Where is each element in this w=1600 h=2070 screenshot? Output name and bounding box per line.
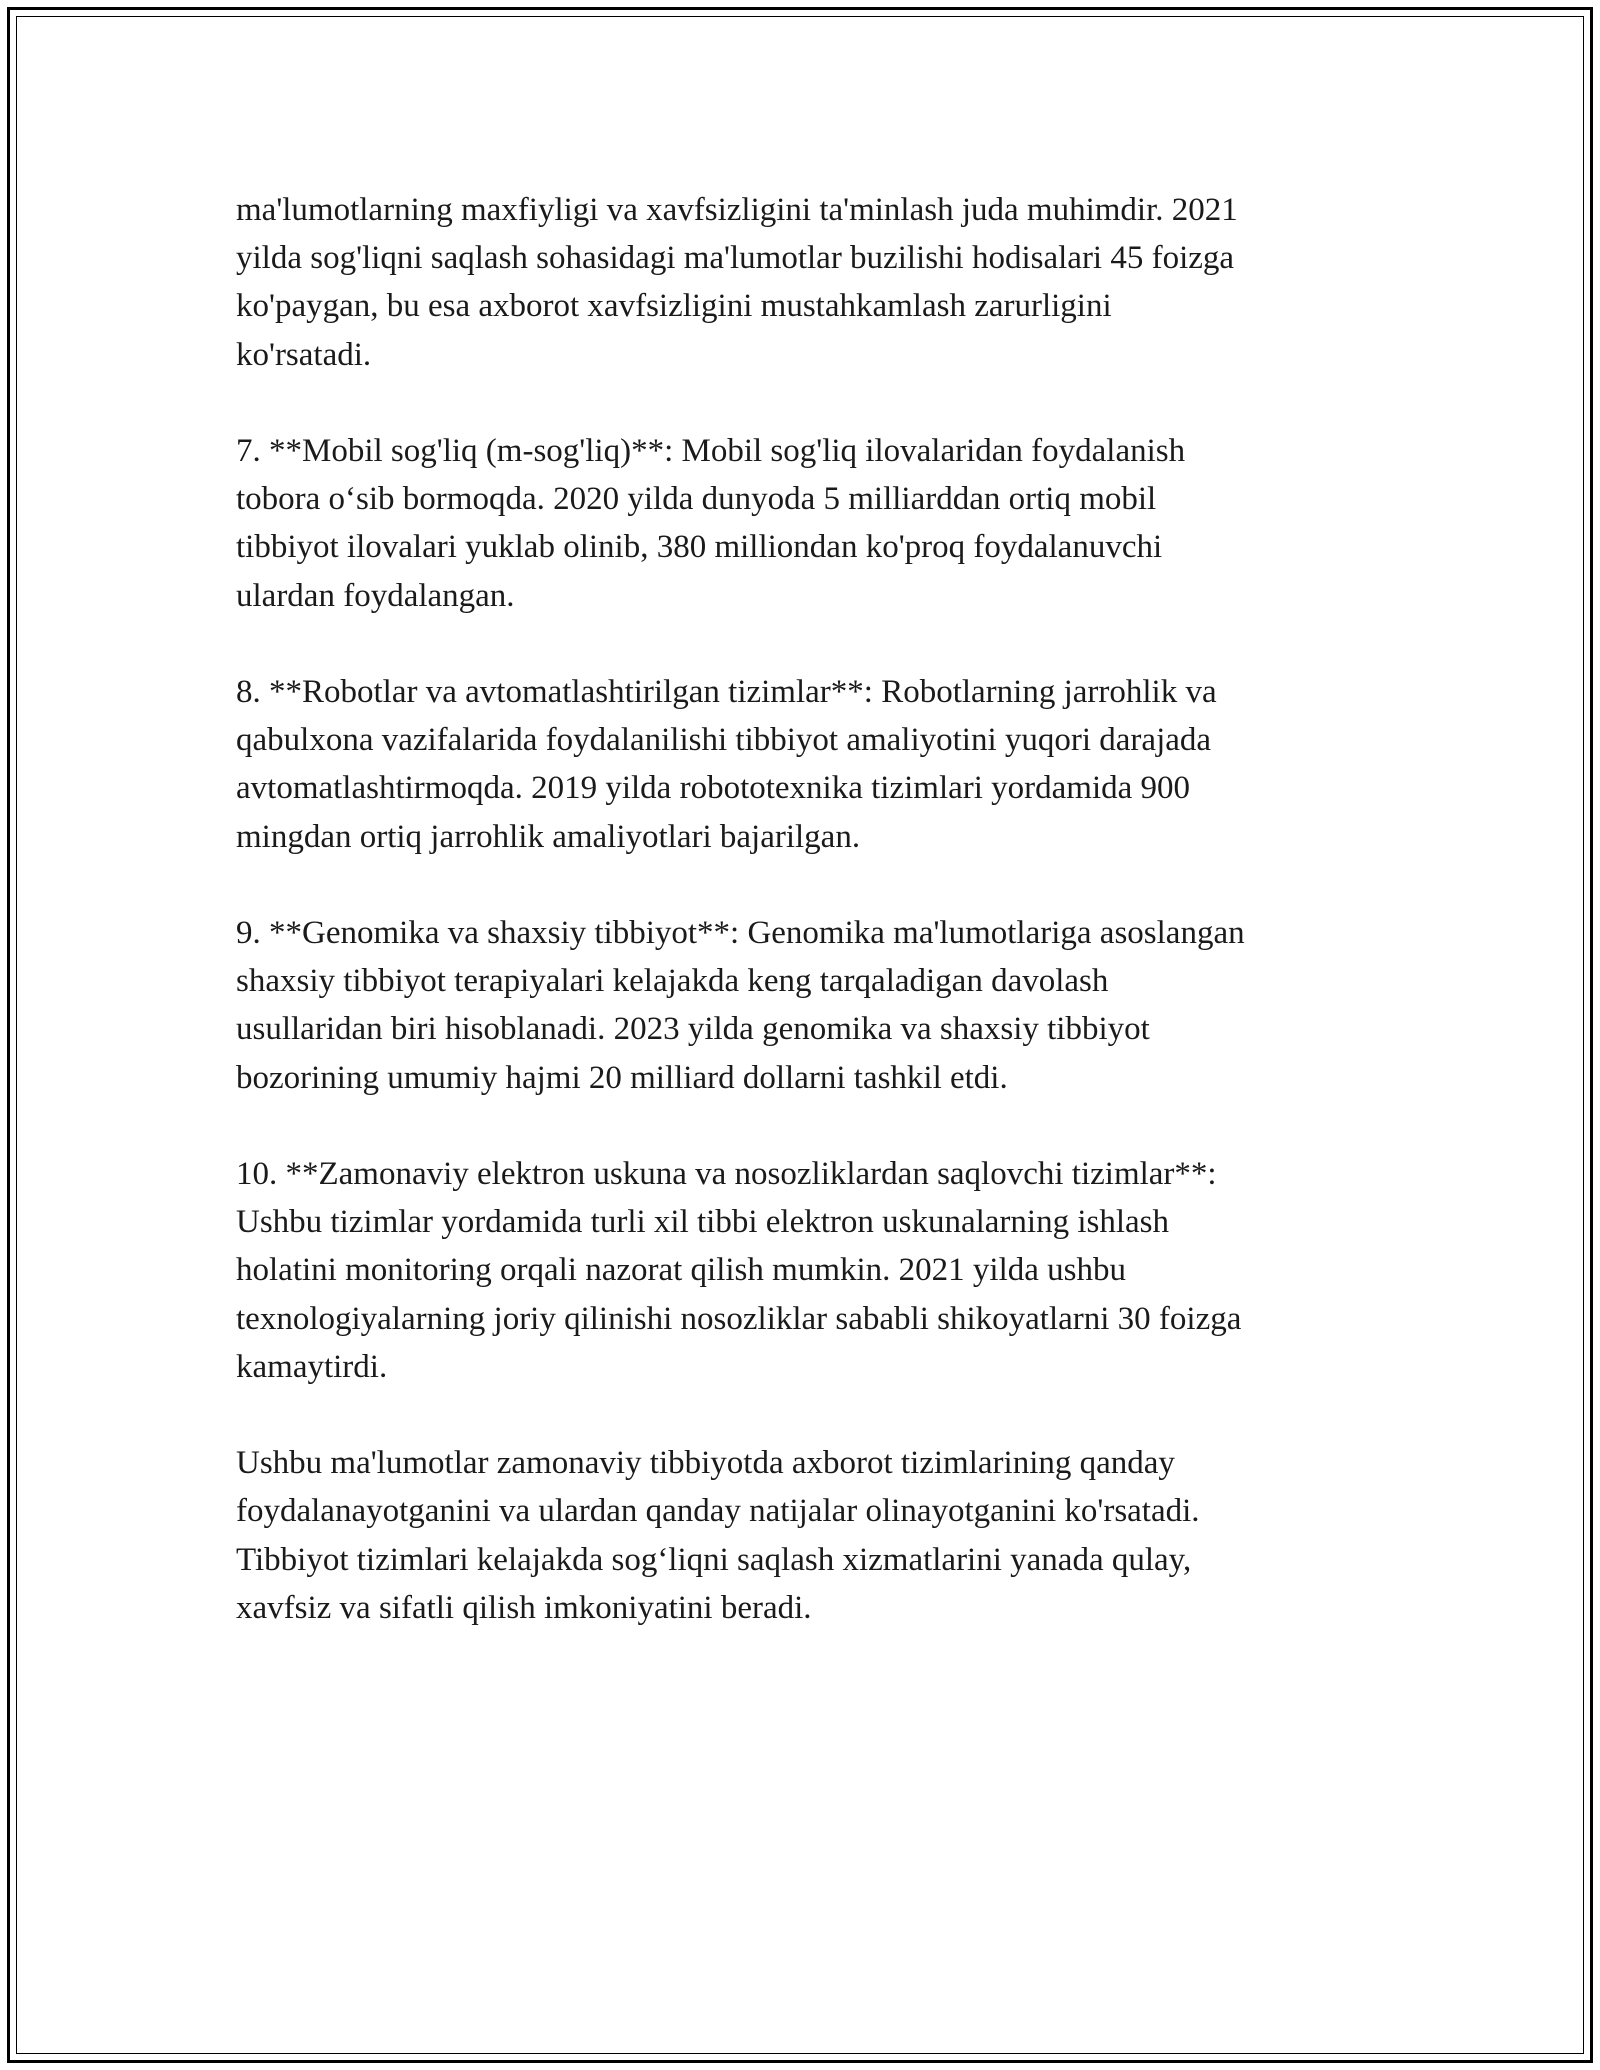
paragraph-data-security: ma'lumotlarning maxfiyligi va xavfsizligini ta'minlash juda muhimdir. 2021 yilda sog'liqni saqlash sohasidagi ma'lumotlar buzilishi hodisalari 45 foizga ko'paygan, bu esa axborot xavfsizligini mustahkamlash zarurligini ko'rsatadi.: [236, 192, 1238, 373]
paragraph-conclusion: Ushbu ma'lumotlar zamonaviy tibbiyotda axborot tizimlarining qanday foydalanayotganini va ulardan qanday natijalar olinayotganini ko'rsatadi. Tibbiyot tizimlari kelajakda sog‘liqni saqlash xizmatlarini yanada qulay, xavfsiz va sifatli qilish imkoniyatini beradi.: [236, 1445, 1200, 1626]
paragraph-electronic-equipment: 10. **Zamonaviy elektron uskuna va nosozliklardan saqlovchi tizimlar**: Ushbu tizimlar yordamida turli xil tibbi elektron uskunalarning ishlash holatini monitoring orqali nazorat qilish mumkin. 2021 yilda ushbu texnologiyalarning joriy qilinishi nosozliklar sababli shikoyatlarni 30 foizga kamaytirdi.: [236, 1156, 1242, 1385]
paragraph-genomics: 9. **Genomika va shaxsiy tibbiyot**: Genomika ma'lumotlariga asoslangan shaxsiy tibbiyot terapiyalari kelajakda keng tarqaladigan davolash usullaridan biri hisoblanadi. 2023 yilda genomika va shaxsiy tibbiyot bozorining umumiy hajmi 20 milliard dollarni tashkil etdi.: [236, 915, 1245, 1096]
paragraph-robots-automation: 8. **Robotlar va avtomatlashtirilgan tizimlar**: Robotlarning jarrohlik va qabulxona vazifalarida foydalanilishi tibbiyot amaliyotini yuqori darajada avtomatlashtirmoqda. 2019 yilda robototexnika tizimlari yordamida 900 mingdan ortiq jarrohlik amaliyotlari bajarilgan.: [236, 674, 1217, 855]
paragraph-mobile-health: 7. **Mobil sog'liq (m-sog'liq)**: Mobil sog'liq ilovalaridan foydalanish tobora o‘sib bormoqda. 2020 yilda dunyoda 5 milliarddan ortiq mobil tibbiyot ilovalari yuklab olinib, 380 milliondan ko'proq foydalanuvchi ulardan foydalangan.: [236, 433, 1186, 614]
document-body: [236, 186, 1386, 1632]
